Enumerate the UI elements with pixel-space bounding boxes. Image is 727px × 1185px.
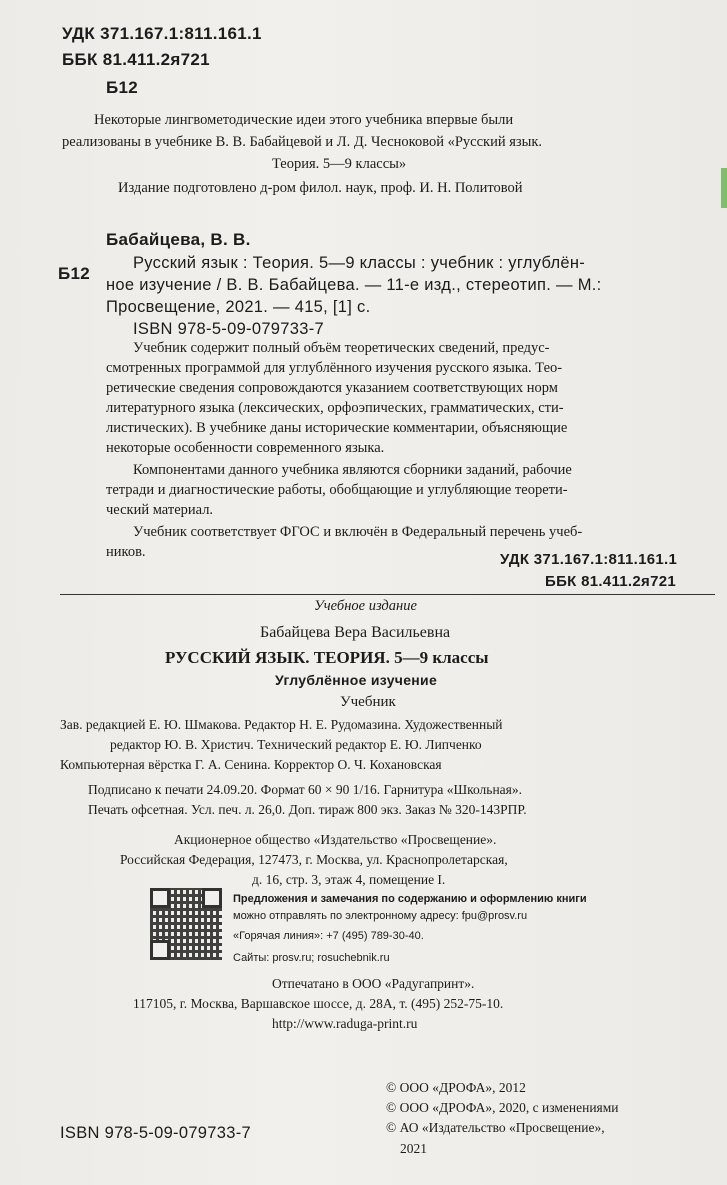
description-line: Учебник соответствует ФГОС и включён в Федеральный перечень учеб- [133,524,583,540]
description-line: смотренных программой для углублённого изучения русского языка. Тео- [106,360,563,376]
qr-finder-pattern [202,888,222,908]
publisher-line-3: д. 16, стр. 3, этаж 4, помещение I. [252,872,446,887]
full-author-name: Бабайцева Вера Васильевна [260,624,451,641]
udk-code-right: УДК 371.167.1:811.161.1 [500,551,678,568]
description-line: некоторые особенности современного языка. [106,440,385,456]
print-info-line-1: Подписано к печати 24.09.20. Формат 60 × 90 1/16. Гарнитура «Школьная». [88,782,522,797]
bib-line-1: Русский язык : Теория. 5—9 классы : учебник : углублён- [133,254,586,272]
qr-text-line-2: можно отправлять по электронному адресу: fpu@prosv.ru [233,910,528,922]
description-line: ретические сведения сопровождаются указанием соответствующих норм [106,380,558,396]
description-line: ческий материал. [106,502,214,518]
intro-line-3: Теория. 5—9 классы» [272,156,407,172]
qr-finder-pattern [150,940,170,960]
publisher-line-2: Российская Федерация, 127473, г. Москва, ул. Краснопролетарская, [120,852,508,867]
description-line: литературного языка (лексических, орфоэпических, грамматических, сти- [106,400,564,416]
staff-line-1: Зав. редакцией Е. Ю. Шмакова. Редактор Н. Е. Рудомазина. Художественный [60,717,503,732]
staff-line-2: редактор Ю. В. Христич. Технический редактор Е. Ю. Липченко [110,737,482,752]
printed-line-1: Отпечатано в ООО «Радугапринт». [272,976,475,991]
qr-text-line-4: Сайты: prosv.ru; rosuchebnik.ru [233,952,390,964]
description-line: Компонентами данного учебника являются сборники заданий, рабочие [133,462,572,478]
qr-finder-pattern [150,888,170,908]
copyright-line-4: 2021 [400,1141,427,1156]
bib-line-2: ное изучение / В. В. Бабайцева. — 11-е изд., стереотип. — М.: [106,276,602,294]
bib-line-3: Просвещение, 2021. — 415, [1] с. [106,298,371,316]
book-title: РУССКИЙ ЯЗЫК. ТЕОРИЯ. 5—9 классы [165,648,489,667]
staff-line-3: Компьютерная вёрстка Г. А. Сенина. Корректор О. Ч. Кохановская [60,757,442,772]
page-tab-marker [721,168,727,208]
intro-line-1: Некоторые лингвометодические идеи этого учебника впервые были [94,112,514,128]
isbn-middle: ISBN 978-5-09-079733-7 [133,320,324,338]
udk-code-top: УДК 371.167.1:811.161.1 [62,24,262,43]
description-line: ников. [106,544,146,560]
bbk-code-top: ББК 81.411.2я721 [62,50,210,69]
qr-text-line-3: «Горячая линия»: +7 (495) 789-30-40. [233,930,424,942]
bbk-code-right: ББК 81.411.2я721 [545,573,677,590]
copyright-line-3: © АО «Издательство «Просвещение», [386,1120,605,1135]
copyright-line-2: © ООО «ДРОФА», 2020, с изменениями [386,1100,619,1115]
prepared-by: Издание подготовлено д-ром филол. наук, проф. И. Н. Политовой [118,180,523,196]
section-divider [60,594,715,595]
printed-line-2: 117105, г. Москва, Варшавское шоссе, д. 28А, т. (495) 252-75-10. [133,996,504,1011]
edition-type: Учебное издание [314,598,417,614]
isbn-bottom: ISBN 978-5-09-079733-7 [60,1124,251,1142]
intro-line-2: реализованы в учебнике В. В. Бабайцевой и Л. Д. Чесноковой «Русский язык. [62,134,543,150]
description-line: тетради и диагностические работы, обобщающие и углубляющие теорети- [106,482,568,498]
description-line: листических). В учебнике даны исторические комментарии, объясняющие [106,420,568,436]
printed-line-3: http://www.raduga-print.ru [272,1016,418,1031]
qr-text-line-1: Предложения и замечания по содержанию и оформлению книги [233,893,587,905]
book-subtitle: Углублённое изучение [275,672,438,688]
qr-code-image [150,888,222,960]
b12-code-left: Б12 [58,264,91,283]
print-info-line-2: Печать офсетная. Усл. печ. л. 26,0. Доп. тираж 800 экз. Заказ № 320-143РПР. [88,802,527,817]
b12-code-top: Б12 [106,78,139,97]
description-line: Учебник содержит полный объём теоретических сведений, предус- [133,340,550,356]
copyright-line-1: © ООО «ДРОФА», 2012 [386,1080,526,1095]
author-heading: Бабайцева, В. В. [106,230,251,249]
book-kind: Учебник [340,694,396,710]
publisher-line-1: Акционерное общество «Издательство «Просвещение». [174,832,497,847]
